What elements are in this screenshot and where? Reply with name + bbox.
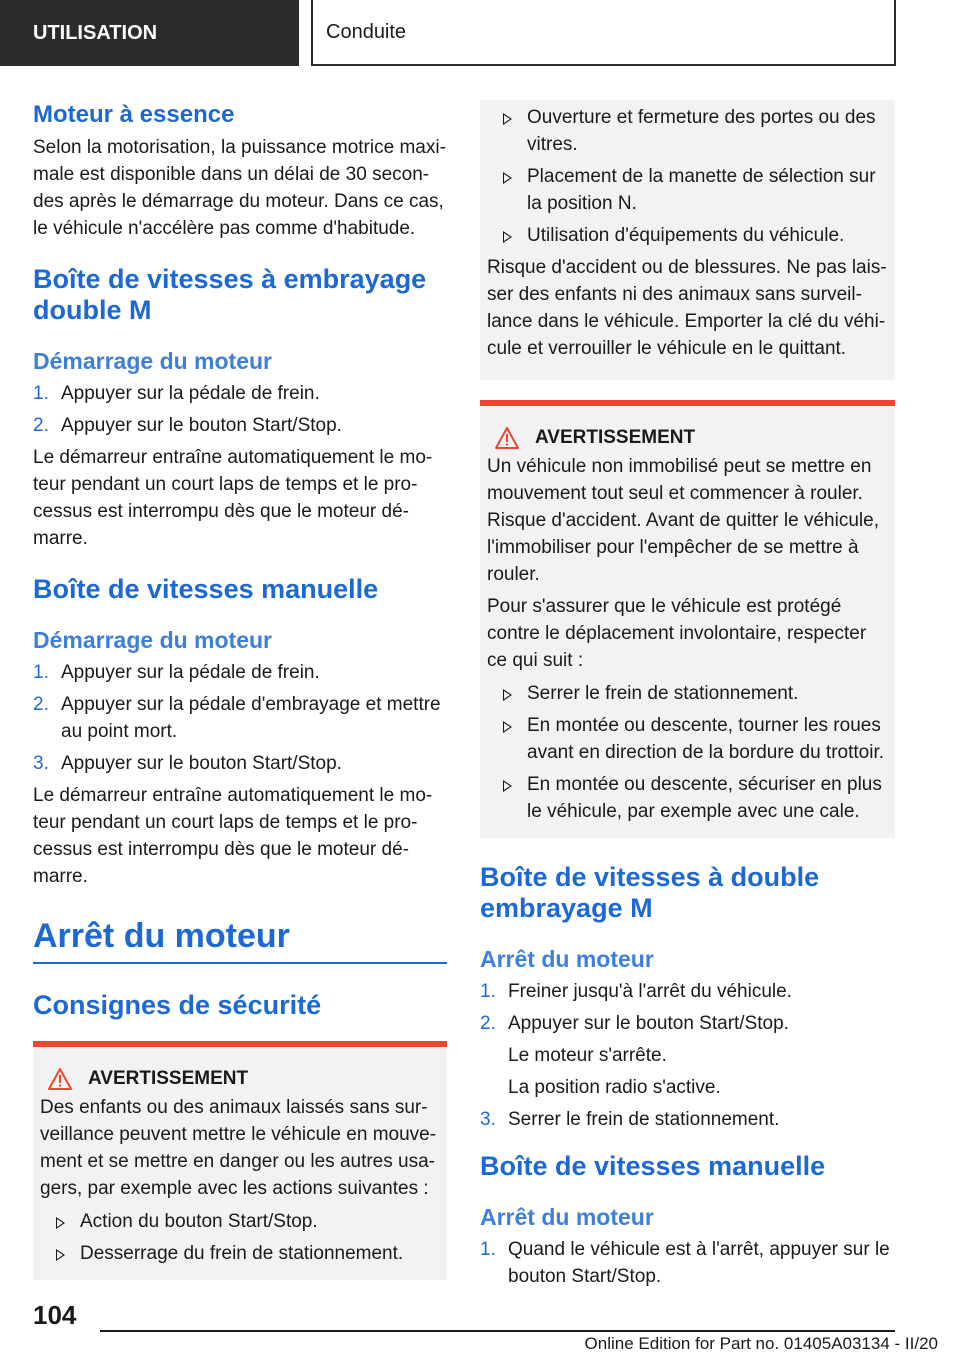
edition-note: Online Edition for Part no. 01405A03134 - II/20 <box>584 1334 938 1353</box>
list-item: Placement de la manette de sélection sur la position N. <box>487 163 887 217</box>
right-column <box>480 100 895 1295</box>
warning-list <box>40 1208 439 1267</box>
section-tab <box>0 0 299 66</box>
heading-manual-stop: Boîte de vitesses manuelle <box>480 1151 826 1181</box>
warning-text-2: Un véhicule non immobilisé peut se mettre en mouvement tout seul et commencer à rouler. Risque d'accident. Avant de quitter le véhicule, l'immobiliser pour l'empêcher de se mettre à rouler. <box>487 456 879 585</box>
heading-dct-stop: Boîte de vitesses à double embrayage M <box>480 862 820 923</box>
warning-label: AVERTISSEMENT <box>88 1068 249 1089</box>
steps-stop-1 <box>480 978 895 1037</box>
list-item: 1. Appuyer sur la pédale de frein. <box>33 662 320 683</box>
step-note: La position radio s'active. <box>508 1077 721 1098</box>
warning-box-2 <box>480 400 895 838</box>
list-item: 3. Appuyer sur le bouton Start/Stop. <box>33 753 342 774</box>
list-item: 1. Freiner jusqu'à l'arrêt du véhicule. <box>480 981 792 1002</box>
bullet-triangle-icon <box>503 721 512 733</box>
continued-list <box>487 104 887 249</box>
warning-header-2 <box>487 424 887 451</box>
heading-safety: Consignes de sécurité <box>33 990 322 1020</box>
warning-triangle-icon <box>48 1068 72 1090</box>
steps-stop-2 <box>480 1236 895 1290</box>
list-item: Utilisation d'équipements du véhicule. <box>487 222 887 249</box>
chapter-tab <box>311 0 896 66</box>
chapter-title: Conduite <box>326 20 407 43</box>
list-item: 2. Appuyer sur le bouton Start/Stop. <box>33 415 342 436</box>
heading-start-2: Démarrage du moteur <box>33 627 273 653</box>
warning-list-2 <box>487 680 887 825</box>
bullet-triangle-icon <box>503 780 512 792</box>
divider <box>33 962 447 964</box>
list-item: 2. Appuyer sur la pédale d'embrayage et mettre au point mort. <box>33 694 441 742</box>
bullet-triangle-icon <box>503 172 512 184</box>
bullet-triangle-icon <box>503 231 512 243</box>
section-title: UTILISATION <box>33 21 158 44</box>
list-item: 3. Serrer le frein de stationnement. <box>480 1109 780 1130</box>
heading-stop-1: Arrêt du moteur <box>480 946 654 972</box>
left-column <box>33 100 447 1280</box>
list-item: 1. Appuyer sur la pédale de frein. <box>33 383 320 404</box>
step-note: Le moteur s'arrête. <box>508 1045 667 1066</box>
list-item: 2. Appuyer sur le bouton Start/Stop. <box>480 1013 789 1034</box>
paragraph-start-1: Le démarreur entraîne automatiquement le mo-teur pendant un court laps de temps et le pro-cessus est interrompu dès que le moteur dé-marre. <box>33 447 433 549</box>
list-item: Action du bouton Start/Stop. <box>40 1208 439 1235</box>
continued-text: Risque d'accident ou de blessures. Ne pas lais-ser des enfants ni des animaux sans surveil-lance dans le véhicule. Emporter la clé du véhi-cule et verrouiller le véhicule en le quittant. <box>487 257 887 359</box>
warning-label-2: AVERTISSEMENT <box>535 427 696 448</box>
list-item: 1. Quand le véhicule est à l'arrêt, appuyer sur le bouton Start/Stop. <box>480 1239 890 1287</box>
warning-text: Des enfants ou des animaux laissés sans sur-veillance peuvent mettre le véhicule en mouve-ment et se mettre en danger ou les autres usa-gers, par exemple avec les actions suivantes : <box>40 1097 437 1199</box>
list-item: En montée ou descente, tourner les roues avant en direction de la bordure du trottoir. <box>487 712 887 766</box>
list-item: Ouverture et fermeture des portes ou des vitres. <box>487 104 887 158</box>
warning-header <box>40 1065 439 1092</box>
warning-continuation <box>480 100 895 380</box>
page-number: 104 <box>33 1300 77 1330</box>
warning-text-3: Pour s'assurer que le véhicule est protégé contre le déplacement involontaire, respecter ce qui suit : <box>487 596 867 671</box>
heading-manual: Boîte de vitesses manuelle <box>33 574 379 604</box>
list-item: En montée ou descente, sécuriser en plus le véhicule, par exemple avec une cale. <box>487 771 887 825</box>
steps-stop-1b <box>480 1106 895 1133</box>
paragraph-essence: Selon la motorisation, la puissance motrice maxi-male est disponible dans un délai de 30 secon-des après le démarrage du moteur. Dans ce cas, le véhicule n'accélère pas comme d'habitude. <box>33 137 446 239</box>
heading-start-1: Démarrage du moteur <box>33 348 273 374</box>
warning-triangle-icon <box>495 427 519 449</box>
list-item: Serrer le frein de stationnement. <box>487 680 887 707</box>
warning-box <box>33 1041 447 1280</box>
steps-start-2 <box>33 659 447 777</box>
steps-start-1 <box>33 380 447 439</box>
list-item: Desserrage du frein de stationnement. <box>40 1240 439 1267</box>
footer-divider <box>100 1330 895 1332</box>
bullet-triangle-icon <box>56 1249 65 1261</box>
heading-stop-2: Arrêt du moteur <box>480 1204 654 1230</box>
bullet-triangle-icon <box>503 689 512 701</box>
heading-dct: Boîte de vitesses à embrayage double M <box>33 264 427 325</box>
bullet-triangle-icon <box>503 113 512 125</box>
heading-essence: Moteur à essence <box>33 101 235 128</box>
heading-stop-engine: Arrêt du moteur <box>33 917 290 955</box>
bullet-triangle-icon <box>56 1217 65 1229</box>
paragraph-start-2: Le démarreur entraîne automatiquement le mo-teur pendant un court laps de temps et le pro-cessus est interrompu dès que le moteur dé-marre. <box>33 785 433 887</box>
